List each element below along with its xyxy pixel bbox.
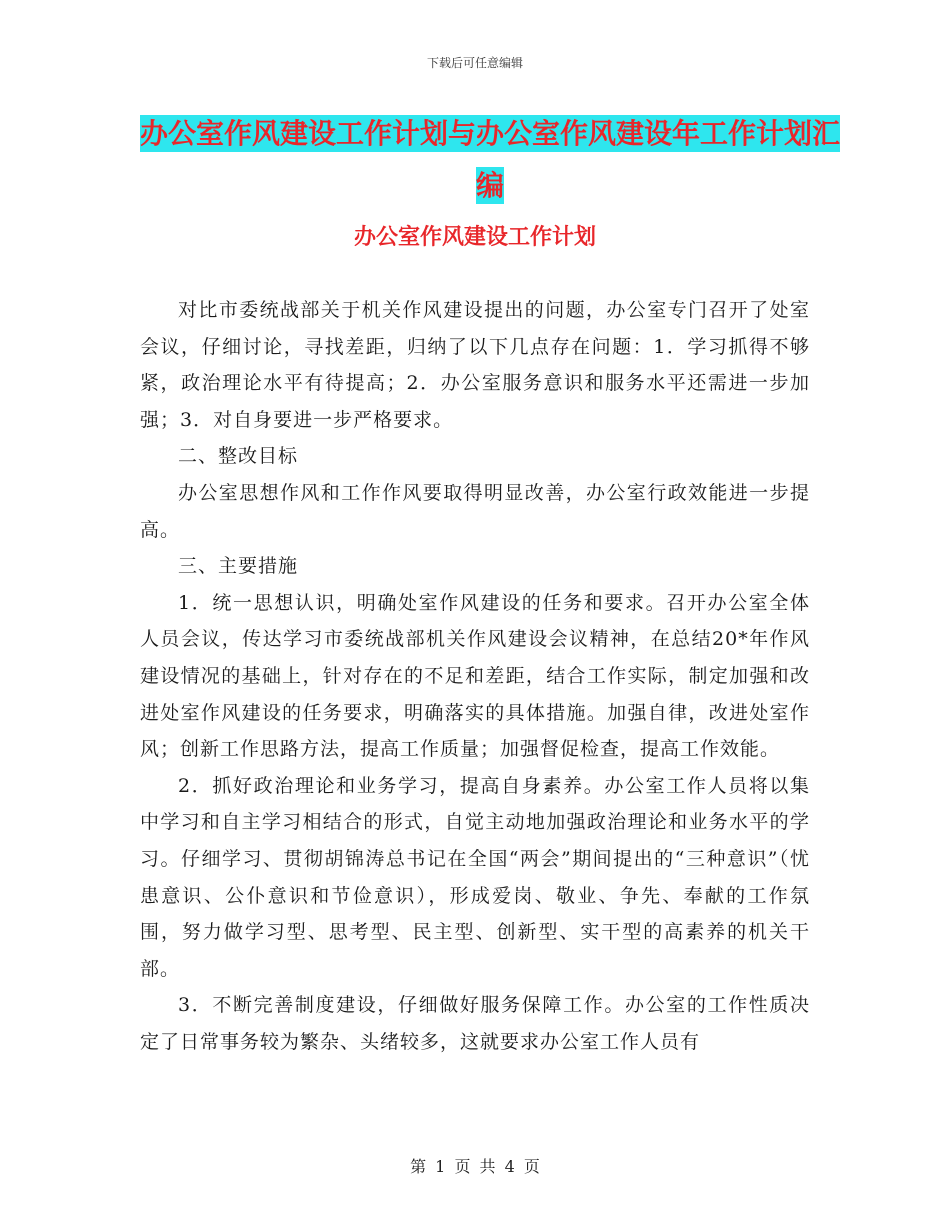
document-title-text: 办公室作风建设工作计划与办公室作风建设年工作计划汇编 (140, 117, 841, 202)
body-text (140, 292, 810, 1060)
paragraph: 办公室思想作风和工作作风要取得明显改善，办公室行政效能进一步提高。 (140, 481, 810, 541)
paragraph: 2．抓好政治理论和业务学习，提高自身素养。办公室工作人员将以集中学习和自主学习相结合的形式，自觉主动地加强政治理论和业务水平的学习。仔细学习、贯彻胡锦涛总书记在全国“两会”期间提出的“三种意识”（忧患意识、公仆意识和节俭意识），形成爱岗、敬业、争先、奉献的工作氛围，努力做学习型、思考型、民主型、创新型、实干型的高素养的机关干部。 (140, 774, 810, 980)
document-title (140, 108, 840, 212)
header-note: 下载后可任意编辑 (426, 56, 523, 70)
paragraph: 3．不断完善制度建设，仔细做好服务保障工作。办公室的工作性质决定了日常事务较为繁杂、头绪较多，这就要求办公室工作人员有 (140, 994, 810, 1053)
paragraph: 1．统一思想认识，明确处室作风建设的任务和要求。召开办公室全体人员会议，传达学习市委统战部机关作风建设会议精神，在总结20*年作风建设情况的基础上，针对存在的不足和差距，结合工作实际，制定加强和改进处室作风建设的任务要求，明确落实的具体措施。加强自律，改进处室作风；创新工作思路方法，提高工作质量；加强督促检查，提高工作效能。 (140, 591, 810, 761)
paragraph: 对比市委统战部关于机关作风建设提出的问题，办公室专门召开了处室会议，仔细讨论，寻找差距，归纳了以下几点存在问题：1．学习抓得不够紧，政治理论水平有待提高；2．办公室服务意识和服务水平还需进一步加强；3．对自身要进一步严格要求。 (140, 299, 810, 431)
page-footer: 第 1 页 共 4 页 (410, 1157, 540, 1176)
section-title: 办公室作风建设工作计划 (353, 224, 596, 250)
paragraph: 三、主要措施 (178, 555, 299, 578)
paragraph: 二、整改目标 (178, 445, 299, 468)
